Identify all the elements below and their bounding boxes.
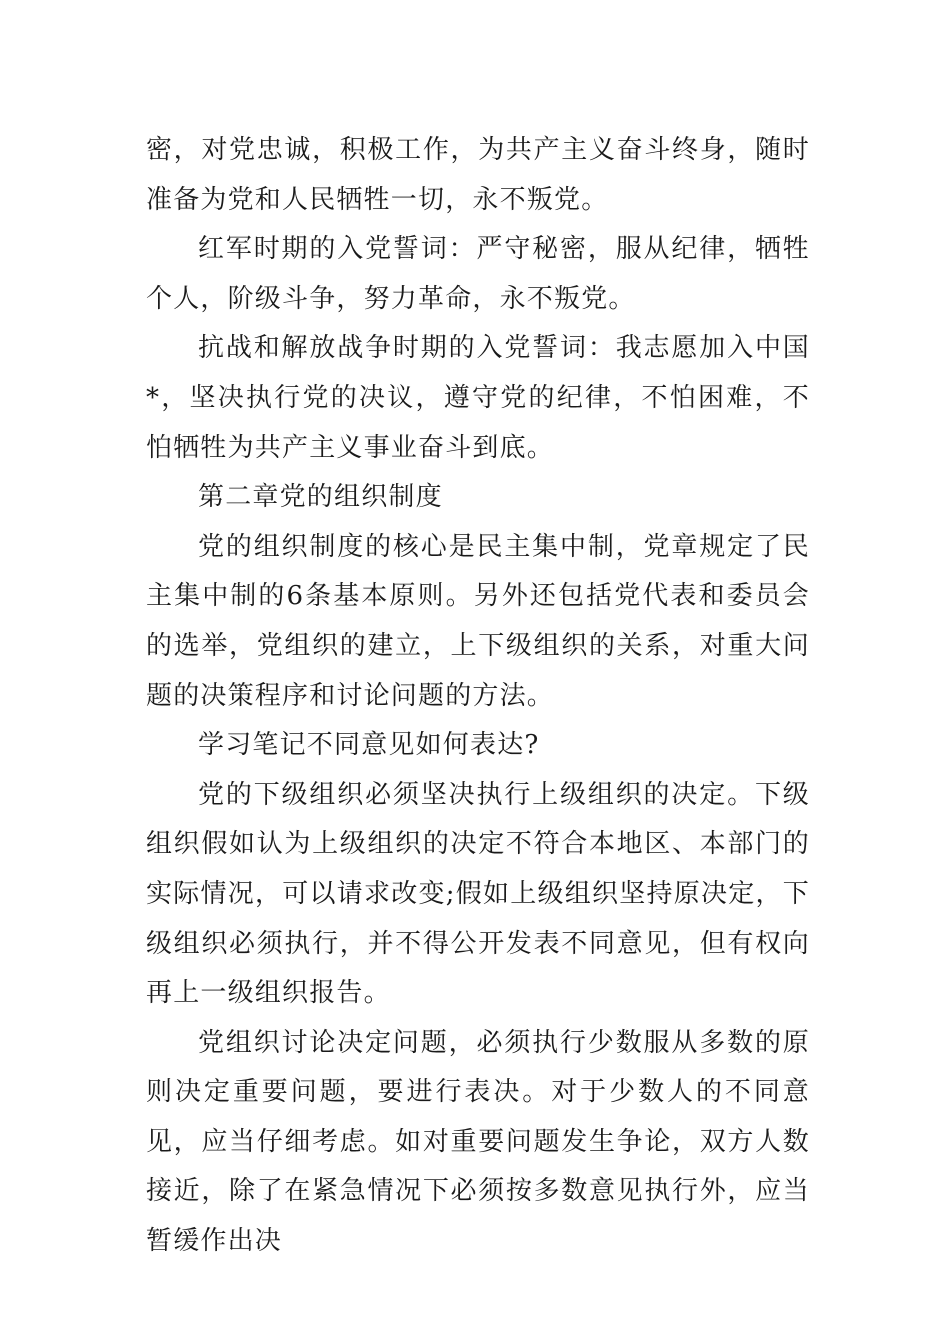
paragraph-oath-continuation: 密，对党忠诚，积极工作，为共产主义奋斗终身，随时准备为党和人民牺牲一切，永不叛党。 — [146, 135, 810, 215]
document-body — [146, 126, 810, 1267]
paragraph-lower-organization: 党的下级组织必须坚决执行上级组织的决定。下级组织假如认为上级组织的决定不符合本地区、本部门的实际情况，可以请求改变;假如上级组织坚持原决定，下级组织必须执行，并不得公开发表不同意见，但有权向再上一级组织报告。 — [146, 779, 810, 1009]
section-heading: 学习笔记不同意见如何表达? — [198, 730, 540, 761]
paragraph-organization-system: 党的组织制度的核心是民主集中制，党章规定了民主集中制的6条基本原则。另外还包括党代表和委员会的选举，党组织的建立，上下级组织的关系，对重大问题的决策程序和讨论问题的方法。 — [146, 531, 810, 711]
paragraph-red-army-oath: 红军时期的入党誓词：严守秘密，服从纪律，牺牲个人，阶级斗争，努力革命，永不叛党。 — [146, 234, 810, 314]
paragraph-majority-rule: 党组织讨论决定问题，必须执行少数服从多数的原则决定重要问题，要进行表决。对于少数人的不同意见，应当仔细考虑。如对重要问题发生争论，双方人数接近，除了在紧急情况下必须按多数意见执行外，应当暂缓作出决 — [146, 1027, 810, 1257]
chapter-heading: 第二章党的组织制度 — [198, 482, 443, 513]
paragraph-war-period-oath: 抗战和解放战争时期的入党誓词：我志愿加入中国*，坚决执行党的决议，遵守党的纪律，不怕困难，不怕牺牲为共产主义事业奋斗到底。 — [146, 333, 810, 463]
